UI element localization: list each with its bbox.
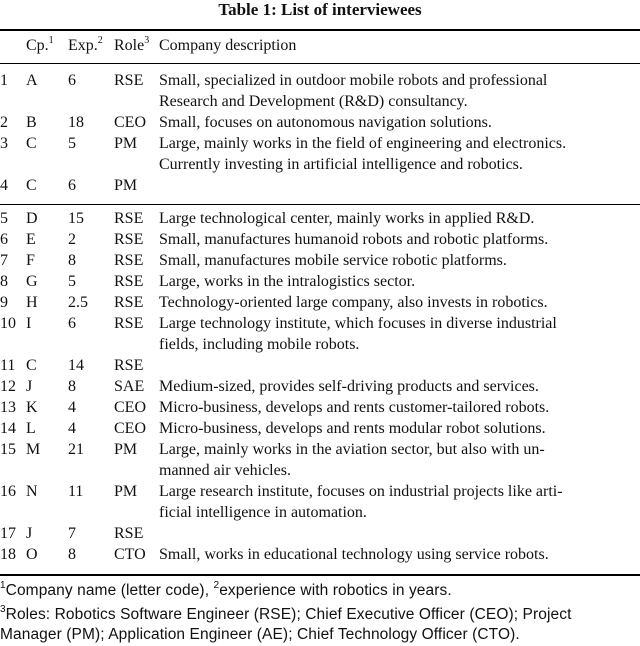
row-experience: 2.5	[68, 294, 88, 311]
row-experience: 5	[68, 273, 76, 290]
row-company: J	[26, 378, 33, 395]
row-description	[159, 418, 637, 439]
row-experience: 6	[68, 177, 76, 194]
row-experience: 5	[68, 135, 76, 152]
row-company: C	[26, 135, 37, 152]
row-description-line	[159, 175, 637, 196]
group-divider-rule	[0, 204, 640, 205]
row-description-line: Large technological center, mainly works in applied R&D.	[159, 210, 535, 227]
row-experience: 18	[68, 114, 84, 131]
header-cp: Cp.$^1$	[26, 34, 54, 54]
row-description-line: ficial intelligence in automation.	[159, 504, 367, 521]
top-rule	[0, 29, 640, 31]
row-role: SAE	[114, 378, 145, 395]
row-description	[159, 355, 637, 376]
row-description-line: Large, mainly works in the field of engineering and electronics.	[159, 135, 567, 152]
header-role: Role$^3$	[114, 34, 150, 54]
row-number: 7	[0, 252, 8, 269]
row-description-line: Micro-business, develops and rents modular robot solutions.	[159, 420, 546, 437]
row-description	[159, 439, 637, 481]
row-company: C	[26, 177, 37, 194]
row-description-line: Large technology institute, which focuses in diverse industrial	[159, 315, 557, 332]
row-experience: 7	[68, 525, 76, 542]
row-description-line	[159, 523, 637, 544]
row-number: 4	[0, 177, 8, 194]
row-description	[159, 229, 637, 250]
row-experience: 2	[68, 231, 76, 248]
row-number: 6	[0, 231, 8, 248]
row-description	[159, 376, 637, 397]
row-description	[159, 292, 637, 313]
row-description-line: Small, manufactures mobile service robotic platforms.	[159, 252, 507, 269]
row-company: D	[26, 210, 38, 227]
row-role: RSE	[114, 294, 144, 311]
row-company: N	[26, 483, 38, 500]
row-company: K	[26, 399, 38, 416]
table-caption: Table 1: List of interviewees	[218, 0, 422, 19]
row-experience: 8	[68, 252, 76, 269]
row-description-line: Research and Development (R&D) consultancy.	[159, 93, 468, 110]
row-description-line: Large research institute, focuses on industrial projects like arti-	[159, 483, 563, 500]
row-experience: 15	[68, 210, 84, 227]
row-description	[159, 250, 637, 271]
row-description-line: Currently investing in artificial intelligence and robotics.	[159, 156, 523, 173]
row-description-line: Small, focuses on autonomous navigation solutions.	[159, 114, 492, 131]
row-experience: 4	[68, 420, 76, 437]
row-number: 11	[0, 357, 16, 374]
row-experience: 4	[68, 399, 76, 416]
row-description-line: Large, works in the intralogistics sector.	[159, 273, 416, 290]
row-experience: 8	[68, 378, 76, 395]
row-company: F	[26, 252, 35, 269]
row-number: 8	[0, 273, 8, 290]
row-company: H	[26, 294, 38, 311]
row-description-line: Technology-oriented large company, also invests in robotics.	[159, 294, 548, 311]
row-description-line	[159, 355, 637, 376]
row-experience: 21	[68, 441, 84, 458]
row-company: L	[26, 420, 36, 437]
row-role: CEO	[114, 399, 146, 416]
row-role: PM	[114, 483, 138, 500]
header-rule	[0, 63, 640, 64]
row-company: B	[26, 114, 37, 131]
row-description-line: Small, works in educational technology using service robots.	[159, 546, 549, 563]
row-role: RSE	[114, 210, 144, 227]
row-number: 10	[0, 315, 16, 332]
row-description-line: manned air vehicles.	[159, 462, 291, 479]
footnote-3-continued: Manager (PM); Application Engineer (AE); Chief Technology Officer (CTO).	[0, 626, 520, 643]
row-number: 17	[0, 525, 16, 542]
row-experience: 8	[68, 546, 76, 563]
row-description	[159, 271, 637, 292]
row-company: M	[26, 441, 41, 458]
row-number: 5	[0, 210, 8, 227]
row-description-line: Small, specialized in outdoor mobile robots and professional	[159, 72, 548, 89]
header-description: Company description	[159, 37, 297, 54]
row-experience: 6	[68, 315, 76, 332]
row-description	[159, 481, 637, 523]
row-role: CEO	[114, 420, 146, 437]
row-description-line: Small, manufactures humanoid robots and robotic platforms.	[159, 231, 549, 248]
row-description	[159, 133, 637, 175]
row-description	[159, 175, 637, 196]
row-role: PM	[114, 177, 138, 194]
row-number: 18	[0, 546, 16, 563]
row-number: 13	[0, 399, 16, 416]
row-description	[159, 544, 637, 565]
row-experience: 14	[68, 357, 84, 374]
row-company: I	[26, 315, 32, 332]
bottom-rule	[0, 574, 640, 576]
row-role: RSE	[114, 72, 144, 89]
footnote-3: $^3$Roles: Robotics Software Engineer (RSE); Chief Executive Officer (CEO); Project	[0, 603, 572, 623]
row-role: RSE	[114, 273, 144, 290]
header-exp: Exp.$^2$	[68, 34, 103, 54]
row-company: A	[26, 72, 38, 89]
row-description	[159, 313, 637, 355]
row-description	[159, 70, 637, 112]
row-role: PM	[114, 135, 138, 152]
row-experience: 6	[68, 72, 76, 89]
row-role: CTO	[114, 546, 146, 563]
row-description	[159, 208, 637, 229]
row-company: J	[26, 525, 33, 542]
row-description	[159, 523, 637, 544]
row-number: 3	[0, 135, 8, 152]
row-description	[159, 112, 637, 133]
row-role: RSE	[114, 315, 144, 332]
row-company: G	[26, 273, 38, 290]
row-role: RSE	[114, 252, 144, 269]
row-description-line: fields, including mobile robots.	[159, 336, 360, 353]
row-experience: 11	[68, 483, 84, 500]
row-description-line: Medium-sized, provides self-driving products and services.	[159, 378, 539, 395]
row-description	[159, 397, 637, 418]
row-role: PM	[114, 441, 138, 458]
row-company: C	[26, 357, 37, 374]
row-description-line: Micro-business, develops and rents customer-tailored robots.	[159, 399, 550, 416]
row-number: 16	[0, 483, 16, 500]
row-company: E	[26, 231, 36, 248]
row-number: 15	[0, 441, 16, 458]
row-number: 2	[0, 114, 8, 131]
row-role: RSE	[114, 525, 144, 542]
row-role: RSE	[114, 357, 144, 374]
row-company: O	[26, 546, 38, 563]
row-role: CEO	[114, 114, 146, 131]
footnote-1-2: $^1$Company name (letter code), $^2$experience with robotics in years.	[0, 579, 452, 599]
row-number: 12	[0, 378, 16, 395]
row-number: 9	[0, 294, 8, 311]
row-number: 1	[0, 72, 8, 89]
row-role: RSE	[114, 231, 144, 248]
row-description-line: Large, mainly works in the aviation sector, but also with un-	[159, 441, 545, 458]
row-number: 14	[0, 420, 16, 437]
